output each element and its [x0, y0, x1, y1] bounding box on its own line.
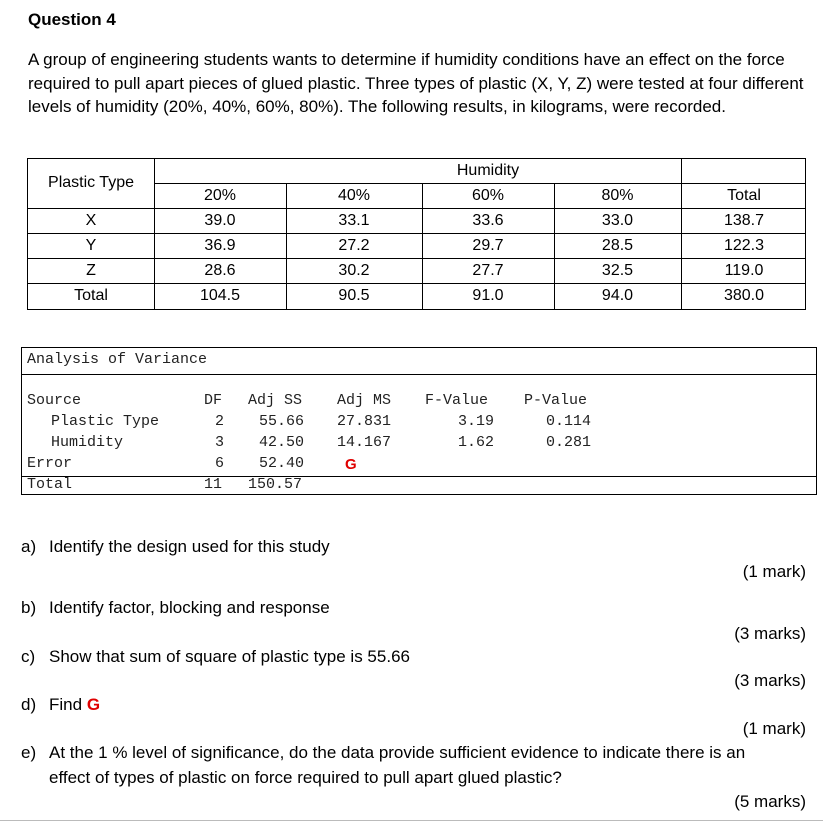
question-intro: A group of engineering students wants to determine if humidity conditions have an effect on the force required to pull apart pieces of glued plastic. Three types of plastic (X, Y, Z) were tested at four different levels of humidity (20%, 40%, 60%, 80%). The following results, in kilograms, were recorded. [28, 50, 804, 116]
part-a [21, 537, 330, 557]
anova-table [21, 347, 817, 495]
anova-header: DF [204, 392, 223, 409]
table-cell: 29.7 [472, 237, 504, 254]
part-d-marks: (1 mark) [742, 719, 806, 738]
anova-source: Plastic Type [51, 413, 160, 430]
table-cell: 119.0 [724, 262, 764, 279]
table-cell: 33.1 [338, 212, 370, 229]
anova-source: Total [27, 476, 73, 493]
anova-p: 0.281 [546, 434, 592, 451]
anova-ss: 52.40 [259, 455, 305, 472]
table-cell: 90.5 [338, 287, 370, 304]
table-cell: 32.5 [601, 262, 634, 279]
anova-header: Adj MS [337, 392, 392, 409]
part-label: a) [21, 537, 37, 556]
row-label: X [85, 212, 97, 229]
part-text: Show that sum of square of plastic type is 55.66 [49, 647, 410, 666]
part-c [21, 647, 410, 667]
part-label: e) [21, 743, 37, 762]
table-cell: 33.0 [601, 212, 634, 229]
anova-title: Analysis of Variance [27, 351, 208, 368]
anova-header: Adj SS [248, 392, 303, 409]
part-text: Identify factor, blocking and response [49, 598, 330, 617]
anova-f: 3.19 [458, 413, 495, 430]
anova-df: 11 [204, 476, 223, 493]
column-header: 80% [601, 187, 634, 204]
row-label: Total [74, 287, 108, 304]
column-header: Total [727, 187, 761, 204]
table-cell: 28.6 [204, 262, 236, 279]
anova-ss: 150.57 [248, 476, 303, 493]
anova-f: 1.62 [458, 434, 495, 451]
column-header: 60% [471, 187, 505, 204]
part-b [21, 598, 330, 618]
table-cell: 30.2 [338, 262, 370, 279]
data-table [27, 158, 806, 310]
part-text: Find [49, 695, 83, 714]
anova-ss: 55.66 [259, 413, 305, 430]
anova-header: P-Value [524, 392, 588, 409]
table-cell: 28.5 [601, 237, 634, 254]
part-a-marks: (1 mark) [742, 562, 806, 581]
anova-source: Error [27, 455, 73, 472]
anova-df: 6 [215, 455, 225, 472]
anova-df: 2 [215, 413, 225, 430]
part-e-text-continued: effect of types of plastic on force required to pull apart glued plastic? [49, 768, 562, 787]
part-d [21, 695, 101, 715]
table-cell: 380.0 [723, 287, 765, 304]
part-b-marks: (3 marks) [734, 624, 806, 643]
table-cell: 122.3 [723, 237, 765, 254]
anova-ms: 27.831 [337, 413, 392, 430]
table-cell: 36.9 [204, 237, 236, 254]
table-cell: 33.6 [472, 212, 504, 229]
row-label: Y [85, 237, 97, 254]
part-text: Identify the design used for this study [49, 537, 330, 556]
anova-header: F-Value [425, 392, 489, 409]
part-e-marks: (5 marks) [734, 792, 806, 811]
table-cell: 39.0 [204, 212, 236, 229]
part-label: d) [21, 695, 37, 714]
table-cell: 27.2 [338, 237, 370, 254]
anova-df: 3 [215, 434, 225, 451]
column-header: 20% [203, 187, 237, 204]
part-d-highlight: G [86, 695, 101, 714]
page-bottom-divider [0, 820, 823, 821]
question-title: Question 4 [28, 10, 116, 29]
part-e [21, 743, 746, 763]
part-label: c) [21, 647, 36, 666]
anova-source: Humidity [51, 434, 124, 451]
anova-ss: 42.50 [259, 434, 305, 451]
table-cell: 94.0 [601, 287, 634, 304]
anova-p: 0.114 [546, 413, 592, 430]
humidity-header: Humidity [456, 162, 520, 179]
table-cell: 27.7 [472, 262, 504, 279]
table-cell: 104.5 [199, 287, 241, 304]
table-cell: 138.7 [723, 212, 765, 229]
column-header: 40% [337, 187, 371, 204]
anova-header: Source [27, 392, 82, 409]
table-cell: 91.0 [472, 287, 504, 304]
unknown-g-value: G [345, 456, 357, 473]
part-text: At the 1 % level of significance, do the data provide sufficient evidence to indicate there is an [49, 743, 746, 762]
part-label: b) [21, 598, 37, 617]
row-label: Z [86, 262, 96, 279]
part-c-marks: (3 marks) [734, 671, 806, 690]
anova-ms: 14.167 [337, 434, 392, 451]
plastic-type-header: Plastic Type [48, 174, 134, 191]
